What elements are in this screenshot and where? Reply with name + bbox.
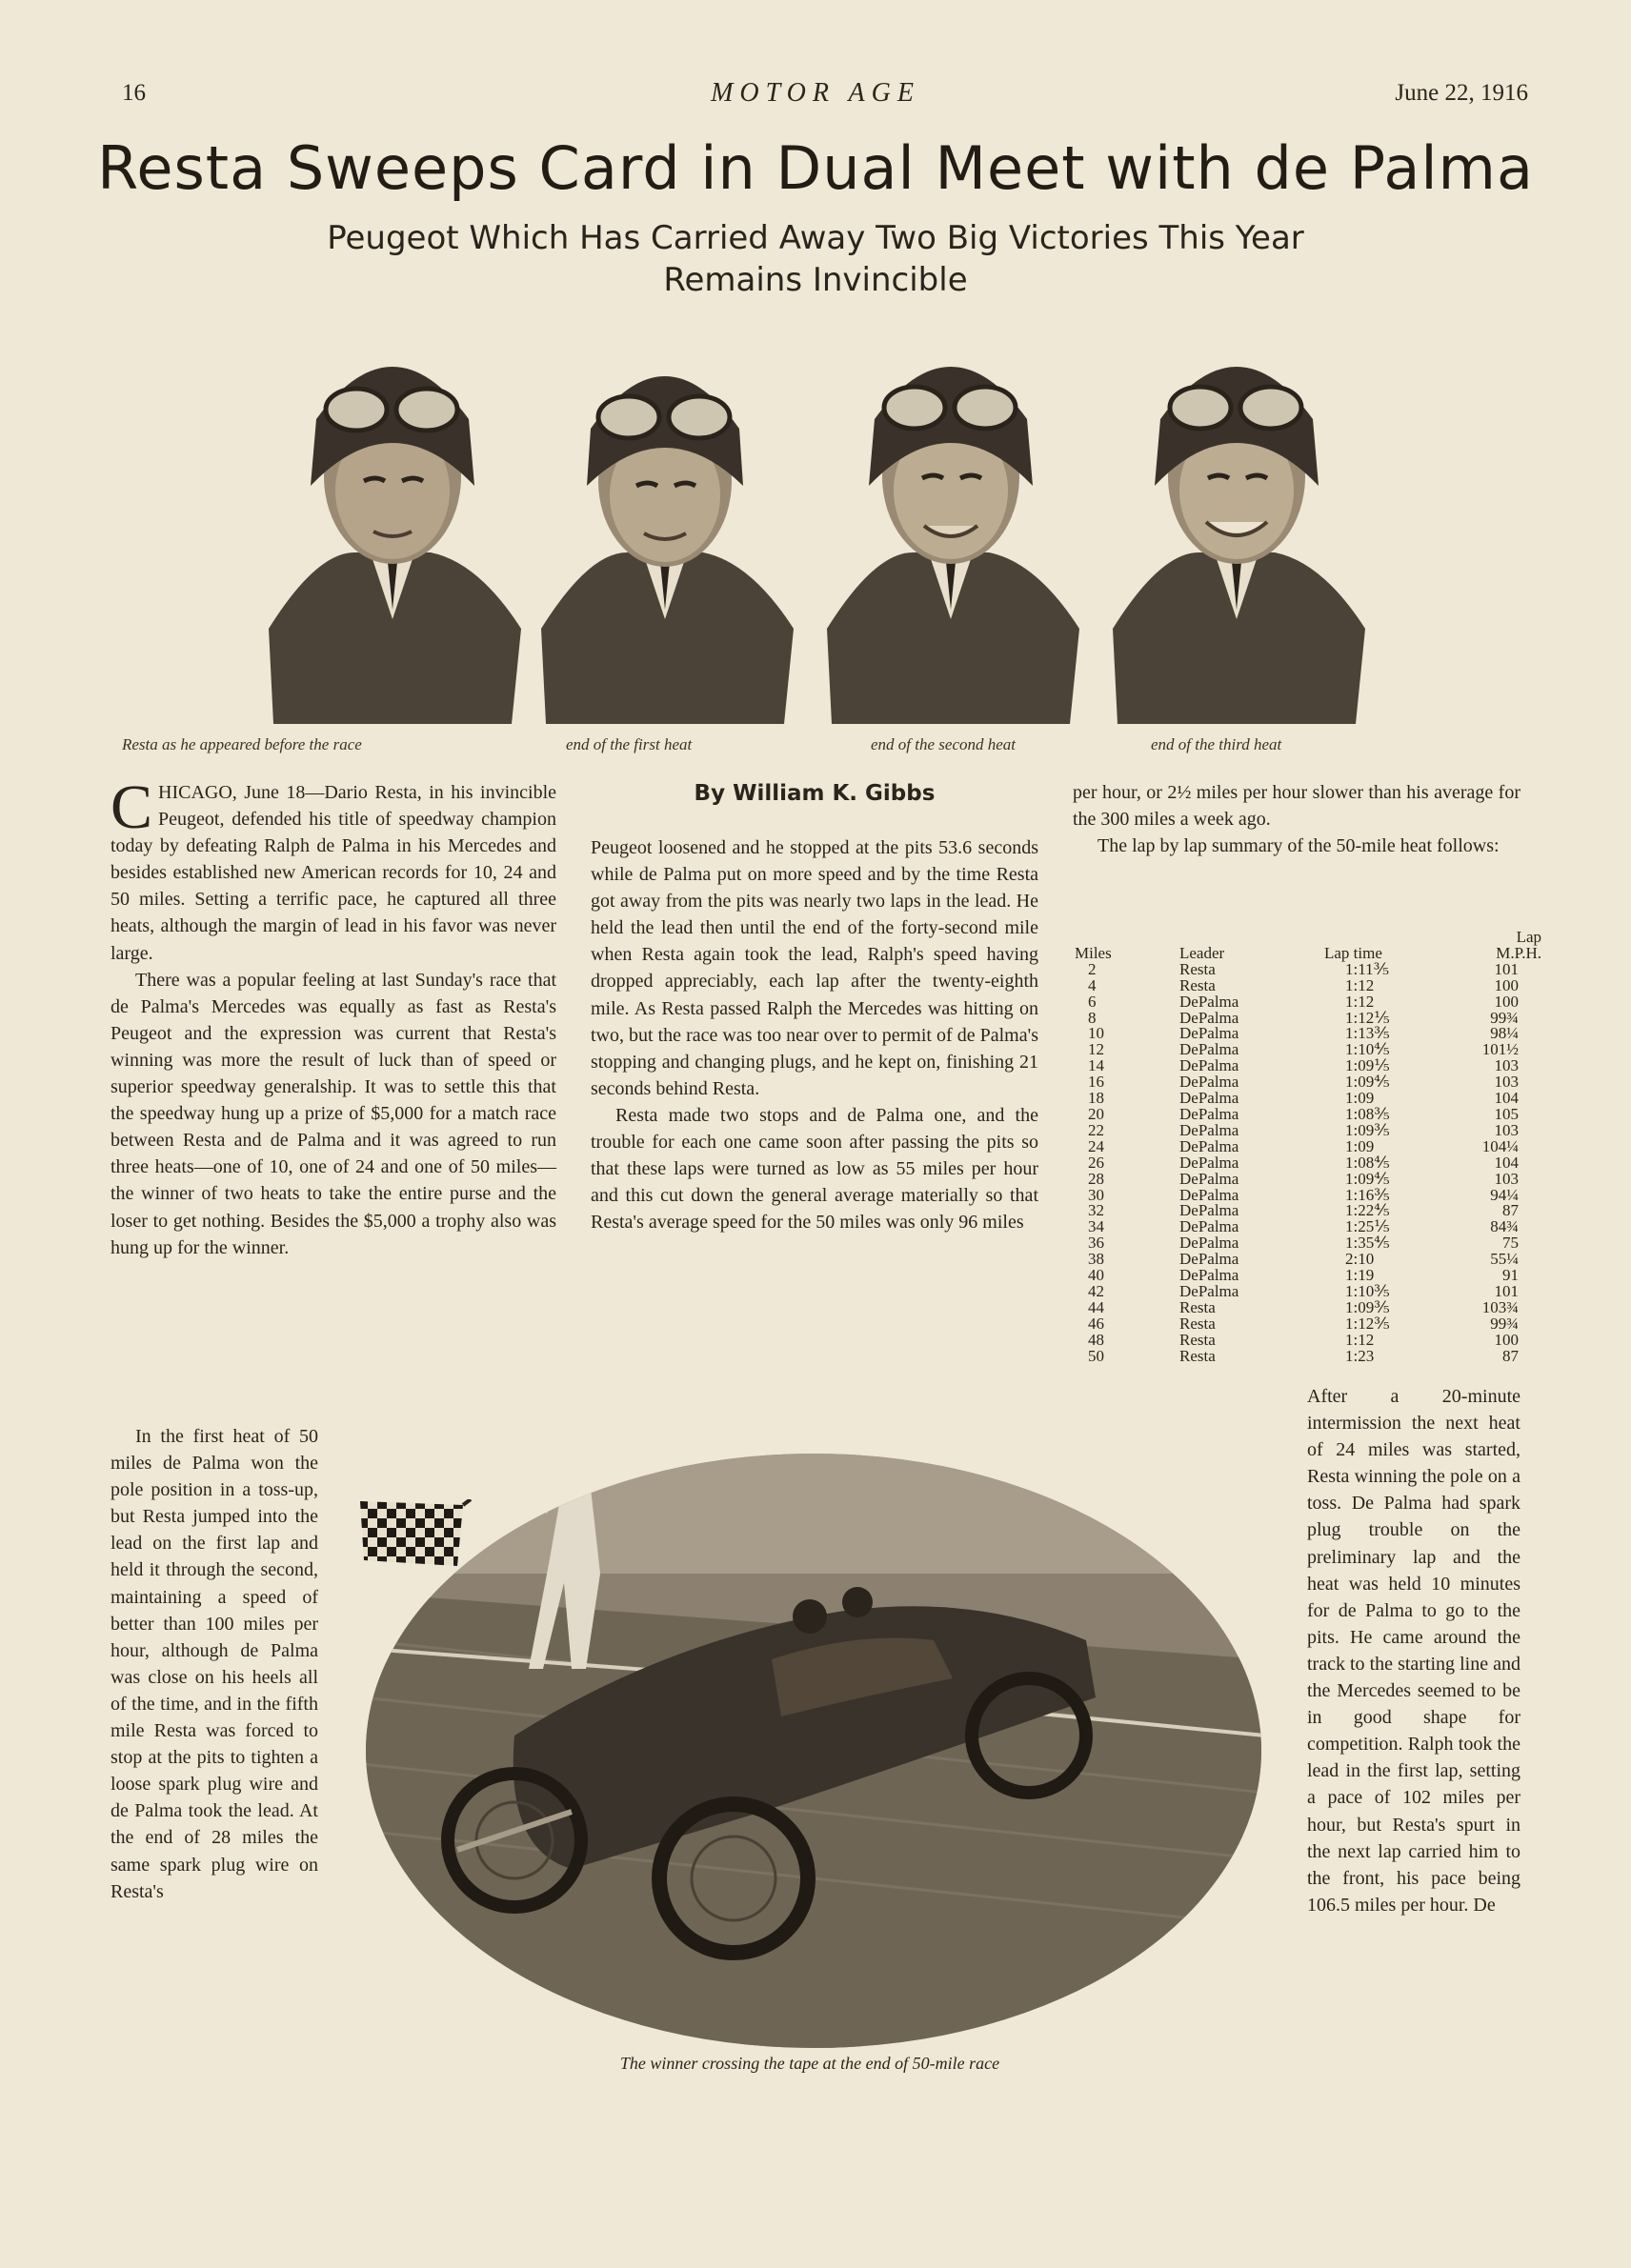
cell-miles: 2 bbox=[1088, 959, 1097, 978]
cell-mph: 103 bbox=[1494, 1056, 1519, 1075]
cell-mph: 103 bbox=[1494, 1073, 1519, 1092]
subheadline-line-2: Remains Invincible bbox=[663, 261, 968, 299]
cell-lap-time: 1:09⅗ bbox=[1345, 1120, 1390, 1139]
lap-table-row bbox=[1075, 1333, 1541, 1349]
lap-table-row bbox=[1075, 1026, 1541, 1042]
portrait-caption-2: end of the first heat bbox=[566, 735, 693, 753]
cell-mph: 104 bbox=[1494, 1153, 1519, 1172]
portrait-end-second-heat bbox=[808, 314, 1094, 724]
paragraph-opening bbox=[111, 773, 556, 967]
cell-miles: 6 bbox=[1088, 992, 1097, 1011]
cell-miles: 18 bbox=[1088, 1089, 1104, 1108]
cell-mph: 101 bbox=[1494, 959, 1519, 978]
cell-miles: 34 bbox=[1088, 1217, 1104, 1236]
lap-table-row bbox=[1075, 1203, 1541, 1219]
cell-lap-time: 1:10⅗ bbox=[1345, 1281, 1390, 1300]
lap-table-row bbox=[1075, 1172, 1541, 1188]
cell-lap-time: 1:13⅗ bbox=[1345, 1024, 1390, 1043]
cell-miles: 32 bbox=[1088, 1201, 1104, 1220]
lap-table-row bbox=[1075, 1058, 1541, 1074]
cell-mph: 104 bbox=[1494, 1089, 1519, 1108]
cell-lap-time: 1:12⅕ bbox=[1345, 1008, 1390, 1027]
race-photo bbox=[362, 1450, 1265, 2052]
column-3-paragraph-2: The lap by lap summary of the 50-mile heat follows: bbox=[1097, 835, 1500, 857]
byline: By William K. Gibbs bbox=[694, 781, 936, 806]
lap-summary-table bbox=[1075, 930, 1541, 1364]
cell-leader: Resta bbox=[1179, 975, 1216, 994]
cell-mph: 103 bbox=[1494, 1169, 1519, 1188]
checkered-flag bbox=[358, 1499, 473, 1600]
cell-lap-time: 2:10 bbox=[1345, 1250, 1375, 1269]
page-number: 16 bbox=[122, 80, 146, 106]
cell-miles: 4 bbox=[1088, 975, 1097, 994]
cell-mph: 100 bbox=[1494, 1330, 1519, 1349]
cell-miles: 30 bbox=[1088, 1185, 1104, 1204]
cell-lap-time: 1:11⅗ bbox=[1345, 959, 1390, 978]
cell-lap-time: 1:12 bbox=[1345, 1330, 1375, 1349]
column-3-top bbox=[1073, 779, 1520, 859]
cell-miles: 12 bbox=[1088, 1040, 1104, 1059]
portrait-end-first-heat bbox=[522, 314, 808, 724]
cell-leader: DePalma bbox=[1179, 1008, 1239, 1027]
cell-mph: 99¾ bbox=[1490, 1008, 1519, 1027]
continuation-text: After a 20-minute intermission the next heat of 24 miles was started, Resta winning the pole on a toss. De Palma had spark plug trouble on the preliminary lap and the heat was held 10 minutes for de Palma to go to the pits. He came around the track to the starting line and the Mercedes seemed to be in good shape for competition. Ralph took the lead in the first lap, setting a pace of 102 miles per hour, but Resta's spurt in the next lap carried him to the front, his pace being 106.5 miles per hour. De bbox=[1307, 1386, 1520, 1916]
issue-date: June 22, 1916 bbox=[1395, 80, 1528, 106]
column-1-bottom bbox=[111, 1423, 318, 1905]
cell-lap-time: 1:09⅘ bbox=[1345, 1073, 1390, 1092]
lap-table-row bbox=[1075, 1219, 1541, 1235]
cell-mph: 105 bbox=[1494, 1104, 1519, 1123]
cell-mph: 101 bbox=[1494, 1281, 1519, 1300]
lap-table-row bbox=[1075, 1042, 1541, 1058]
cell-lap-time: 1:25⅕ bbox=[1345, 1217, 1390, 1236]
cell-leader: DePalma bbox=[1179, 1056, 1239, 1075]
cell-lap-time: 1:09⅕ bbox=[1345, 1056, 1390, 1075]
cell-miles: 48 bbox=[1088, 1330, 1104, 1349]
cell-leader: DePalma bbox=[1179, 1104, 1239, 1123]
cell-miles: 8 bbox=[1088, 1008, 1097, 1027]
lap-table-body bbox=[1075, 959, 1541, 1365]
lap-table-row bbox=[1075, 994, 1541, 1011]
cell-miles: 16 bbox=[1088, 1073, 1104, 1092]
lap-table-row bbox=[1075, 978, 1541, 994]
cell-leader: DePalma bbox=[1179, 1185, 1239, 1204]
cell-leader: DePalma bbox=[1179, 1234, 1239, 1253]
lap-table-row bbox=[1075, 1300, 1541, 1316]
cell-leader: DePalma bbox=[1179, 1169, 1239, 1188]
cell-lap-time: 1:08⅘ bbox=[1345, 1153, 1390, 1172]
column-3-paragraph-1: per hour, or 2½ miles per hour slower than his average for the 300 miles a week ago. bbox=[1073, 782, 1520, 831]
cell-leader: DePalma bbox=[1179, 1089, 1239, 1108]
cell-mph: 104¼ bbox=[1481, 1136, 1519, 1155]
cell-miles: 26 bbox=[1088, 1153, 1104, 1172]
cell-mph: 55¼ bbox=[1490, 1250, 1519, 1269]
cell-miles: 44 bbox=[1088, 1297, 1104, 1316]
cell-leader: DePalma bbox=[1179, 1266, 1239, 1285]
cell-leader: DePalma bbox=[1179, 992, 1239, 1011]
column-1-top bbox=[111, 773, 556, 1261]
cell-leader: DePalma bbox=[1179, 1120, 1239, 1139]
cell-lap-time: 1:09 bbox=[1345, 1136, 1375, 1155]
photo-caption: The winner crossing the tape at the end of 50-mile race bbox=[619, 2054, 1000, 2073]
cell-mph: 75 bbox=[1502, 1234, 1519, 1253]
cell-lap-time: 1:16⅗ bbox=[1345, 1185, 1390, 1204]
cell-leader: DePalma bbox=[1179, 1153, 1239, 1172]
cell-lap-time: 1:09⅘ bbox=[1345, 1169, 1390, 1188]
cell-leader: Resta bbox=[1179, 1346, 1216, 1365]
cell-miles: 46 bbox=[1088, 1314, 1104, 1333]
lap-table-row bbox=[1075, 1284, 1541, 1300]
cell-leader: DePalma bbox=[1179, 1136, 1239, 1155]
cell-leader: Resta bbox=[1179, 1330, 1216, 1349]
cell-leader: DePalma bbox=[1179, 1024, 1239, 1043]
cell-leader: DePalma bbox=[1179, 1040, 1239, 1059]
cell-lap-time: 1:08⅗ bbox=[1345, 1104, 1390, 1123]
opening-text: HICAGO, June 18—Dario Resta, in his invincible Peugeot, defended his title of speedway champion today by defeating Ralph de Palma in his Mercedes and besides established new American records for 10, 24 and 50 miles. Setting a terrific pace, he captured all three heats, although the margin of lead in his favor was never large. bbox=[111, 782, 556, 964]
cell-lap-time: 1:19 bbox=[1345, 1266, 1375, 1285]
cell-mph: 100 bbox=[1494, 992, 1519, 1011]
portrait-end-third-heat bbox=[1094, 314, 1379, 724]
lap-table-row bbox=[1075, 1123, 1541, 1139]
cell-mph: 100 bbox=[1494, 975, 1519, 994]
cell-mph: 101½ bbox=[1481, 1040, 1519, 1059]
cell-lap-time: 1:12⅗ bbox=[1345, 1314, 1390, 1333]
publication-title: MOTOR AGE bbox=[711, 78, 920, 108]
lap-table-row bbox=[1075, 1235, 1541, 1252]
wrap-spacer bbox=[1092, 1383, 1307, 1410]
cell-mph: 84¾ bbox=[1490, 1217, 1519, 1236]
cell-lap-time: 1:22⅘ bbox=[1345, 1201, 1390, 1220]
header-lap-time: Lap time bbox=[1324, 943, 1382, 962]
cell-miles: 38 bbox=[1088, 1250, 1104, 1269]
cell-miles: 36 bbox=[1088, 1234, 1104, 1253]
portrait-caption-3: end of the second heat bbox=[871, 735, 1017, 753]
cell-lap-time: 1:12 bbox=[1345, 975, 1375, 994]
paragraph-2: There was a popular feeling at last Sunday's race that de Palma's Mercedes was equally as fast as Resta's Peugeot and the expression was current that Resta's winning was more the result of luck than of speed or superior speedway generalship. It was to settle this that the speedway hung up a prize of $5,000 for a match race between Resta and de Palma and it was agreed to run three heats—one of 10, one of 24 and one of 50 miles—the winner of two heats to take the entire purse and the loser to get nothing. Besides the $5,000 a trophy also was hung up for the winner. bbox=[111, 969, 556, 1258]
cell-miles: 24 bbox=[1088, 1136, 1104, 1155]
cell-leader: DePalma bbox=[1179, 1217, 1239, 1236]
lap-table-row bbox=[1075, 1091, 1541, 1107]
cell-lap-time: 1:35⅘ bbox=[1345, 1234, 1390, 1253]
lap-table-row bbox=[1075, 1074, 1541, 1091]
cell-lap-time: 1:09 bbox=[1345, 1089, 1375, 1108]
paragraph-3: In the first heat of 50 miles de Palma won the pole position in a toss-up, but Resta jumped into the lead on the first lap and held it through the second, maintaining a speed of better than 100 miles per hour, although de Palma was close on his heels all of the time, and in the fifth mile Resta was forced to stop at the pits to tighten a loose spark plug wire and de Palma took the lead. At the end of 28 miles the same spark plug wire on Resta's bbox=[111, 1426, 318, 1902]
cell-leader: Resta bbox=[1179, 959, 1216, 978]
lap-table-row bbox=[1075, 1349, 1541, 1365]
portrait-caption-1: Resta as he appeared before the race bbox=[122, 735, 362, 753]
cell-miles: 40 bbox=[1088, 1266, 1104, 1285]
cell-miles: 42 bbox=[1088, 1281, 1104, 1300]
cell-mph: 94¼ bbox=[1490, 1185, 1519, 1204]
cell-mph: 87 bbox=[1502, 1346, 1519, 1365]
cell-mph: 91 bbox=[1502, 1266, 1519, 1285]
header-lap-mph: Lap M.P.H. bbox=[1496, 928, 1541, 962]
lap-table-row bbox=[1075, 1252, 1541, 1268]
column-2 bbox=[591, 834, 1038, 1235]
cell-lap-time: 1:23 bbox=[1345, 1346, 1375, 1365]
header-leader: Leader bbox=[1179, 943, 1225, 962]
lap-table-row bbox=[1075, 1155, 1541, 1172]
cell-mph: 98¼ bbox=[1490, 1024, 1519, 1043]
portrait-caption-4: end of the third heat bbox=[1151, 735, 1282, 753]
cell-leader: Resta bbox=[1179, 1297, 1216, 1316]
cell-miles: 20 bbox=[1088, 1104, 1104, 1123]
portrait-before-race bbox=[250, 314, 535, 724]
lap-table-row bbox=[1075, 1188, 1541, 1204]
lap-table-row bbox=[1075, 1139, 1541, 1155]
lap-table-row bbox=[1075, 1316, 1541, 1333]
lap-table-row bbox=[1075, 1107, 1541, 1123]
lap-table-header-row bbox=[1075, 930, 1541, 962]
lap-table-row bbox=[1075, 1011, 1541, 1027]
cell-mph: 87 bbox=[1502, 1201, 1519, 1220]
cell-miles: 10 bbox=[1088, 1024, 1104, 1043]
cell-miles: 28 bbox=[1088, 1169, 1104, 1188]
cell-miles: 50 bbox=[1088, 1346, 1104, 1365]
subheadline-line-1: Peugeot Which Has Carried Away Two Big Victories This Year bbox=[327, 219, 1304, 257]
cell-mph: 99¾ bbox=[1490, 1314, 1519, 1333]
cell-mph: 103¾ bbox=[1481, 1297, 1519, 1316]
cell-leader: Resta bbox=[1179, 1314, 1216, 1333]
column-2-paragraph-1: Peugeot loosened and he stopped at the pits 53.6 seconds while de Palma put on more speed and by the time Resta got away from the pits was nearly two laps in the lead. He held the lead then until the end of the forty-second mile when Resta again took the lead, Ralph's speed having dropped appreciably, each lap after the twenty-eighth mile. As Resta passed Ralph the Mercedes was hitting on two, but the race was too near over to permit of de Palma's stopping and changing plugs, and he kept on, finishing 21 seconds behind Resta. bbox=[591, 837, 1038, 1099]
cell-miles: 14 bbox=[1088, 1056, 1104, 1075]
lap-table-row bbox=[1075, 1268, 1541, 1284]
cell-leader: DePalma bbox=[1179, 1281, 1239, 1300]
cell-leader: DePalma bbox=[1179, 1250, 1239, 1269]
lap-table-row bbox=[1075, 962, 1541, 978]
cell-mph: 103 bbox=[1494, 1120, 1519, 1139]
headline: Resta Sweeps Card in Dual Meet with de Palma bbox=[97, 133, 1534, 203]
header-miles: Miles bbox=[1075, 943, 1112, 962]
cell-lap-time: 1:10⅘ bbox=[1345, 1040, 1390, 1059]
cell-miles: 22 bbox=[1088, 1120, 1104, 1139]
cell-lap-time: 1:12 bbox=[1345, 992, 1375, 1011]
column-2-paragraph-2: Resta made two stops and de Palma one, and the trouble for each one came soon after passing the pits so that these laps were turned as low as 55 miles per hour and this cut down the general average materially so that Resta's average speed for the 50 miles was only 96 miles bbox=[591, 1104, 1038, 1234]
cell-leader: DePalma bbox=[1179, 1073, 1239, 1092]
cell-lap-time: 1:09⅗ bbox=[1345, 1297, 1390, 1316]
cell-leader: DePalma bbox=[1179, 1201, 1239, 1220]
drop-cap: C bbox=[111, 773, 153, 842]
